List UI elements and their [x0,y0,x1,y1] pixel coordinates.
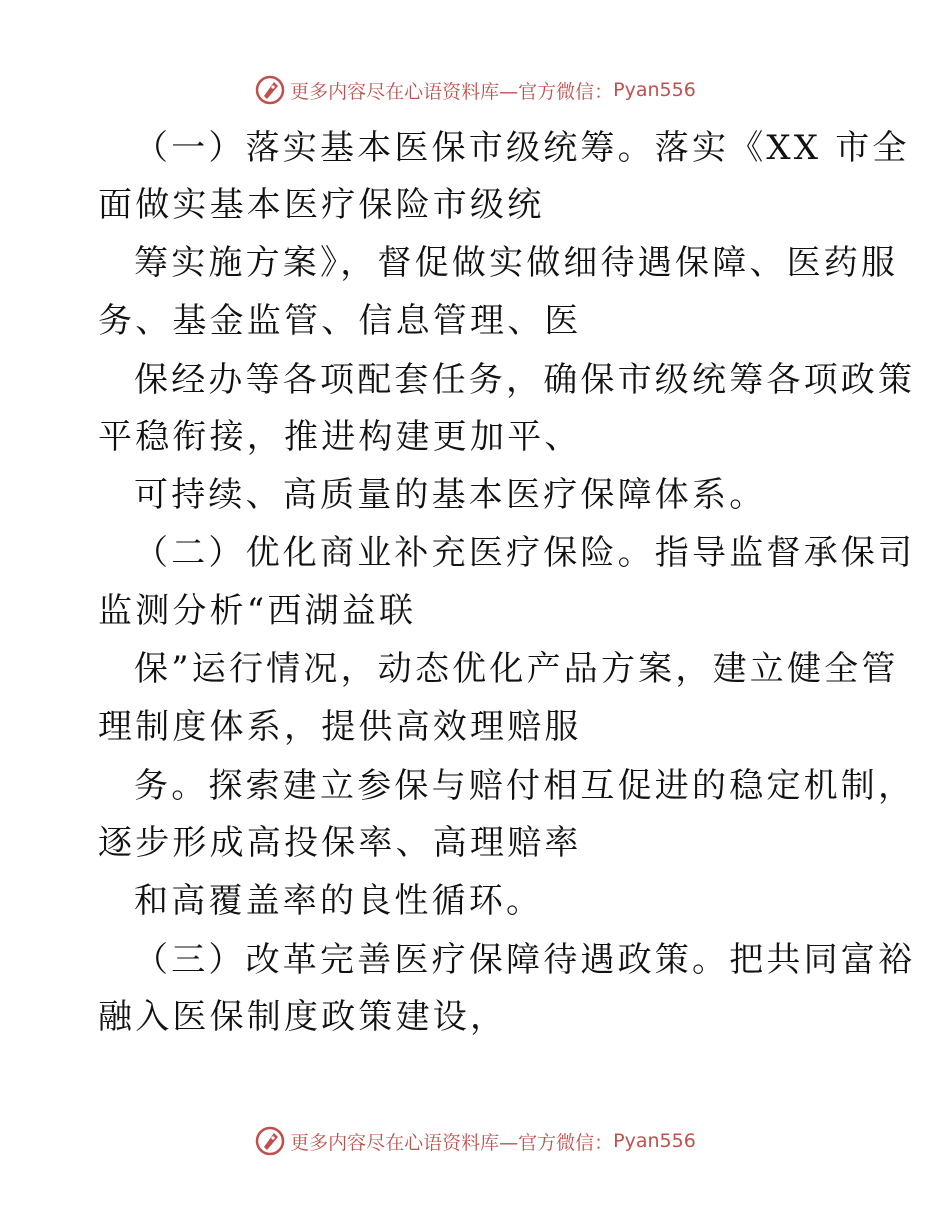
text-line: 面做实基本医疗保险市级统 [98,185,545,225]
footer-banner-wechat-id: Pyan556 [613,1130,696,1152]
pen-nib-logo-icon [254,1125,286,1157]
text-line: 平稳衔接，推进构建更加平、 [98,417,582,457]
text-line: 筹实施方案》，督促做实做细待遇保障、医药服 [134,243,899,283]
pen-nib-logo-icon [254,74,286,106]
header-banner-text: 更多内容尽在心语资料库—官方微信： [290,80,614,103]
footer-banner-text: 更多内容尽在心语资料库—官方微信： [290,1131,614,1154]
text-line: （一）落实基本医保市级统筹。落实《XX 市全 [134,128,910,168]
text-line: （二）优化商业补充医疗保险。指导监督承保司 [134,533,916,573]
text-line: 可持续、高质量的基本医疗保障体系。 [134,475,767,515]
text-line: 保经办等各项配套任务，确保市级统筹各项政策 [134,360,916,400]
text-line: 务、基金监管、信息管理、医 [98,301,582,341]
text-line: 融入医保制度政策建设， [98,997,508,1037]
header-banner-wechat-id: Pyan556 [613,79,696,101]
text-line: 逐步形成高投保率、高理赔率 [98,823,582,863]
footer-watermark-banner [0,1121,950,1161]
header-watermark-banner [0,70,950,110]
text-line: 监测分析“西湖益联 [98,591,417,631]
text-line: 理制度体系，提供高效理赔服 [98,707,582,747]
text-line: 和高覆盖率的良性循环。 [134,881,544,921]
text-line: 务。探索建立参保与赔付相互促进的稳定机制， [134,766,916,806]
text-line: （三）改革完善医疗保障待遇政策。把共同富裕 [134,940,916,980]
text-line: 保”运行情况，动态优化产品方案，建立健全管 [134,649,899,689]
